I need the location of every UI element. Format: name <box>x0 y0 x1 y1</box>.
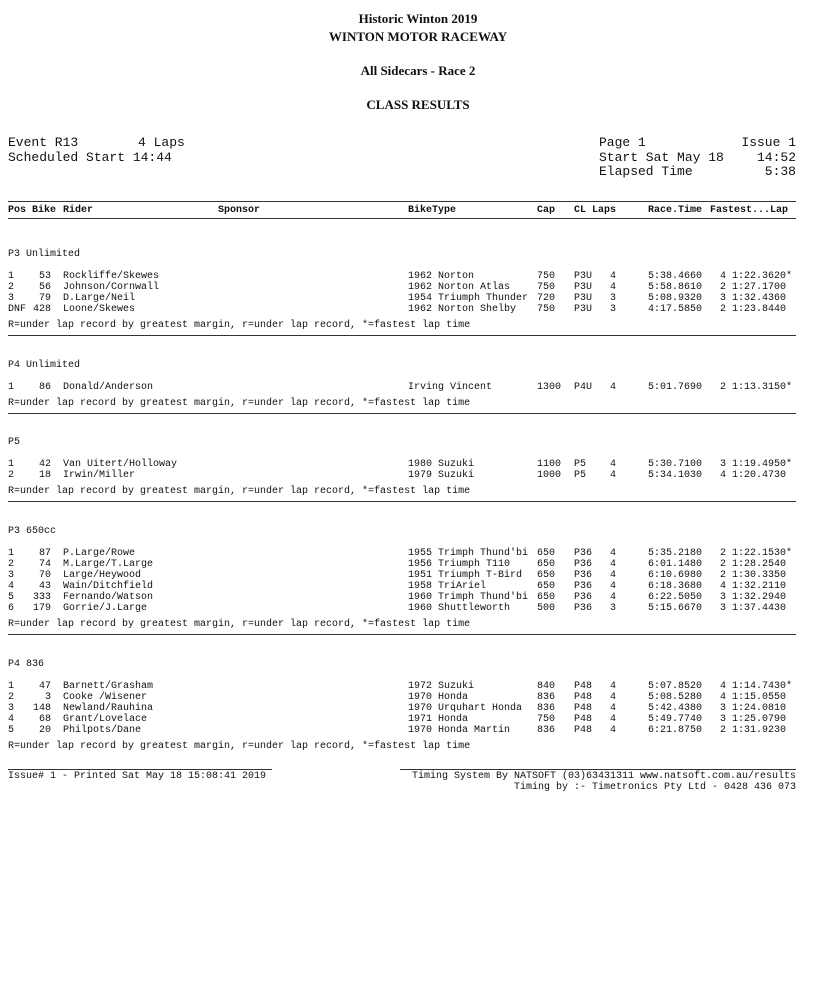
event-laps: 4 Laps <box>138 135 185 150</box>
class-cell: P36 <box>574 581 593 592</box>
bike-number-cell: 3 <box>44 692 51 703</box>
rider-cell: Barnett/Grasham <box>63 681 154 692</box>
capacity-cell: 650 <box>537 592 556 603</box>
race-time-cell: 5:30.7100 <box>648 459 703 470</box>
capacity-cell: 750 <box>537 271 556 282</box>
capacity-cell: 836 <box>537 692 556 703</box>
result-row <box>0 581 836 592</box>
result-row <box>0 714 836 725</box>
bike-number-cell: 47 <box>38 681 51 692</box>
class-cell: P36 <box>574 570 593 581</box>
class-cell: P3U <box>574 304 593 315</box>
race-time-cell: 5:15.6670 <box>648 603 703 614</box>
laps-cell: 4 <box>610 714 617 725</box>
result-row <box>0 548 836 559</box>
rider-cell: Newland/Rauhina <box>63 703 154 714</box>
result-row <box>0 282 836 293</box>
rider-cell: Cooke /Wisener <box>63 692 148 703</box>
pos-cell: 2 <box>8 559 15 570</box>
result-row <box>0 725 836 736</box>
bike-number-cell: 20 <box>38 725 51 736</box>
laps-cell: 3 <box>610 304 617 315</box>
capacity-cell: 750 <box>537 282 556 293</box>
class-cell: P5 <box>574 459 587 470</box>
start-date: Start Sat May 18 <box>599 150 724 165</box>
bike-number-cell: 179 <box>32 603 51 614</box>
pos-cell: 3 <box>8 570 15 581</box>
capacity-cell: 650 <box>537 581 556 592</box>
capacity-cell: 650 <box>537 559 556 570</box>
race-time-cell: 5:42.4380 <box>648 703 703 714</box>
bike-type-cell: 1962 Norton Atlas <box>408 282 511 293</box>
class-cell: P3U <box>574 271 593 282</box>
race-time-cell: 6:22.5050 <box>648 592 703 603</box>
race-time-cell: 5:58.8610 <box>648 282 703 293</box>
race-title: All Sidecars - Race 2 <box>360 63 476 78</box>
bike-number-cell: 56 <box>38 282 51 293</box>
rider-cell: Van Uitert/Holloway <box>63 459 178 470</box>
result-row <box>0 382 836 393</box>
race-time-cell: 6:21.8750 <box>648 725 703 736</box>
timing-by: Timing by :- Timetronics Pty Ltd - 0428 436 073 <box>513 782 796 793</box>
section-divider <box>8 335 796 336</box>
capacity-cell: 1300 <box>537 382 562 393</box>
fastest-lap-cell: 2 1:28.2540 <box>720 559 787 570</box>
capacity-cell: 750 <box>537 304 556 315</box>
capacity-cell: 650 <box>537 570 556 581</box>
result-row <box>0 703 836 714</box>
class-cell: P36 <box>574 592 593 603</box>
legend-note: R=under lap record by greatest margin, r=under lap record, *=fastest lap time <box>8 320 471 331</box>
fastest-lap-cell: 2 1:13.3150* <box>720 382 793 393</box>
capacity-cell: 500 <box>537 603 556 614</box>
bike-type-cell: 1970 Honda <box>408 692 469 703</box>
rider-cell: Grant/Lovelace <box>63 714 148 725</box>
race-time-cell: 6:01.1480 <box>648 559 703 570</box>
venue-title: WINTON MOTOR RACEWAY <box>328 29 508 44</box>
rider-cell: P.Large/Rowe <box>63 548 136 559</box>
fastest-lap-cell: 2 1:22.1530* <box>720 548 793 559</box>
bike-type-cell: 1960 Shuttleworth <box>408 603 511 614</box>
class-cell: P5 <box>574 470 587 481</box>
capacity-cell: 836 <box>537 703 556 714</box>
result-row <box>0 304 836 315</box>
race-time-cell: 5:38.4660 <box>648 271 703 282</box>
bike-number-cell: 53 <box>38 271 51 282</box>
result-row <box>0 293 836 304</box>
bike-type-cell: 1971 Honda <box>408 714 469 725</box>
laps-cell: 4 <box>610 692 617 703</box>
col-rider: Rider <box>63 205 94 216</box>
fastest-lap-cell: 4 1:22.3620* <box>720 271 793 282</box>
laps-cell: 3 <box>610 293 617 304</box>
race-time-cell: 4:17.5850 <box>648 304 703 315</box>
capacity-cell: 750 <box>537 714 556 725</box>
pos-cell: 2 <box>8 470 15 481</box>
header-divider <box>8 201 796 202</box>
col-laps: Laps <box>592 205 617 216</box>
bike-type-cell: 1955 Trimph Thund'bi <box>408 548 529 559</box>
result-row <box>0 603 836 614</box>
results-title: CLASS RESULTS <box>366 97 470 112</box>
result-row <box>0 470 836 481</box>
class-cell: P3U <box>574 293 593 304</box>
class-heading: P3 Unlimited <box>8 249 81 260</box>
laps-cell: 4 <box>610 725 617 736</box>
bike-type-cell: 1972 Suzuki <box>408 681 475 692</box>
laps-cell: 4 <box>610 271 617 282</box>
elapsed-time: 5:38 <box>764 164 796 179</box>
laps-cell: 4 <box>610 592 617 603</box>
rider-cell: Gorrie/J.Large <box>63 603 148 614</box>
rider-cell: Fernando/Watson <box>63 592 154 603</box>
pos-cell: 6 <box>8 603 15 614</box>
bike-type-cell: 1956 Triumph T110 <box>408 559 511 570</box>
race-time-cell: 5:07.8520 <box>648 681 703 692</box>
footer-divider-left <box>8 769 272 770</box>
bike-type-cell: 1979 Suzuki <box>408 470 475 481</box>
class-cell: P4U <box>574 382 593 393</box>
race-time-cell: 5:35.2180 <box>648 548 703 559</box>
bike-type-cell: 1962 Norton <box>408 271 475 282</box>
race-time-cell: 5:08.5280 <box>648 692 703 703</box>
class-heading: P5 <box>8 437 21 448</box>
scheduled-start: Scheduled Start 14:44 <box>8 150 172 165</box>
fastest-lap-cell: 3 1:25.0790 <box>720 714 787 725</box>
printed-info: Issue# 1 - Printed Sat May 18 15:08:41 2019 <box>8 771 267 782</box>
fastest-lap-cell: 2 1:30.3350 <box>720 570 787 581</box>
legend-note: R=under lap record by greatest margin, r=under lap record, *=fastest lap time <box>8 619 471 630</box>
laps-cell: 4 <box>610 548 617 559</box>
fastest-lap-cell: 3 1:32.2940 <box>720 592 787 603</box>
bike-number-cell: 18 <box>38 470 51 481</box>
col-cl: CL <box>574 205 587 216</box>
result-row <box>0 570 836 581</box>
class-cell: P3U <box>574 282 593 293</box>
bike-number-cell: 74 <box>38 559 51 570</box>
bike-type-cell: 1954 Triumph Thunder <box>408 293 529 304</box>
rider-cell: M.Large/T.Large <box>63 559 154 570</box>
class-cell: P48 <box>574 681 593 692</box>
fastest-lap-cell: 4 1:20.4730 <box>720 470 787 481</box>
laps-cell: 3 <box>610 603 617 614</box>
class-cell: P36 <box>574 548 593 559</box>
laps-cell: 4 <box>610 581 617 592</box>
pos-cell: 1 <box>8 681 15 692</box>
section-divider <box>8 501 796 502</box>
laps-cell: 4 <box>610 703 617 714</box>
legend-note: R=under lap record by greatest margin, r=under lap record, *=fastest lap time <box>8 486 471 497</box>
section-divider <box>8 413 796 414</box>
class-cell: P36 <box>574 559 593 570</box>
bike-number-cell: 333 <box>32 592 51 603</box>
col-fastest-lap: Fastest...Lap <box>710 205 789 216</box>
result-row <box>0 692 836 703</box>
capacity-cell: 720 <box>537 293 556 304</box>
issue-number: Issue 1 <box>741 135 796 150</box>
result-row <box>0 681 836 692</box>
capacity-cell: 840 <box>537 681 556 692</box>
rider-cell: Loone/Skewes <box>63 304 136 315</box>
fastest-lap-cell: 2 1:27.1700 <box>720 282 787 293</box>
pos-cell: 5 <box>8 592 15 603</box>
class-cell: P36 <box>574 603 593 614</box>
laps-cell: 4 <box>610 570 617 581</box>
rider-cell: D.Large/Neil <box>63 293 136 304</box>
page-number: Page 1 <box>599 135 646 150</box>
pos-cell: 2 <box>8 692 15 703</box>
col-race-time: Race.Time <box>648 205 703 216</box>
bike-type-cell: 1960 Trimph Thund'bi <box>408 592 529 603</box>
laps-cell: 4 <box>610 470 617 481</box>
bike-type-cell: 1970 Honda Martin <box>408 725 511 736</box>
event-number: Event R13 <box>8 135 79 150</box>
bike-type-cell: 1962 Norton Shelby <box>408 304 517 315</box>
result-row <box>0 559 836 570</box>
pos-cell: 1 <box>8 548 15 559</box>
pos-cell: DNF <box>8 304 27 315</box>
pos-cell: 4 <box>8 581 15 592</box>
rider-cell: Irwin/Miller <box>63 470 136 481</box>
bike-number-cell: 79 <box>38 293 51 304</box>
laps-cell: 4 <box>610 559 617 570</box>
bike-number-cell: 42 <box>38 459 51 470</box>
col-biketype: BikeType <box>408 205 457 216</box>
section-divider <box>8 634 796 635</box>
fastest-lap-cell: 3 1:24.0810 <box>720 703 787 714</box>
col-bike: Bike <box>32 205 57 216</box>
legend-note: R=under lap record by greatest margin, r=under lap record, *=fastest lap time <box>8 398 471 409</box>
result-row <box>0 459 836 470</box>
rider-cell: Wain/Ditchfield <box>63 581 154 592</box>
bike-type-cell: Irving Vincent <box>408 382 493 393</box>
race-time-cell: 6:18.3680 <box>648 581 703 592</box>
fastest-lap-cell: 4 1:32.2110 <box>720 581 787 592</box>
pos-cell: 4 <box>8 714 15 725</box>
bike-type-cell: 1980 Suzuki <box>408 459 475 470</box>
class-heading: P4 836 <box>8 659 45 670</box>
laps-cell: 4 <box>610 681 617 692</box>
race-time-cell: 5:34.1030 <box>648 470 703 481</box>
rider-cell: Large/Heywood <box>63 570 142 581</box>
fastest-lap-cell: 2 1:31.9230 <box>720 725 787 736</box>
legend-note: R=under lap record by greatest margin, r=under lap record, *=fastest lap time <box>8 741 471 752</box>
pos-cell: 3 <box>8 703 15 714</box>
footer-divider-right <box>400 769 796 770</box>
class-cell: P48 <box>574 692 593 703</box>
bike-number-cell: 70 <box>38 570 51 581</box>
bike-type-cell: 1970 Urquhart Honda <box>408 703 523 714</box>
capacity-cell: 650 <box>537 548 556 559</box>
fastest-lap-cell: 4 1:15.0550 <box>720 692 787 703</box>
capacity-cell: 1000 <box>537 470 562 481</box>
column-headers <box>0 205 836 216</box>
pos-cell: 2 <box>8 282 15 293</box>
column-divider <box>8 218 796 219</box>
rider-cell: Philpots/Dane <box>63 725 142 736</box>
rider-cell: Johnson/Cornwall <box>63 282 160 293</box>
bike-number-cell: 87 <box>38 548 51 559</box>
rider-cell: Donald/Anderson <box>63 382 154 393</box>
result-row <box>0 271 836 282</box>
laps-cell: 4 <box>610 459 617 470</box>
rider-cell: Rockliffe/Skewes <box>63 271 160 282</box>
capacity-cell: 836 <box>537 725 556 736</box>
result-row <box>0 592 836 603</box>
race-time-cell: 5:01.7690 <box>648 382 703 393</box>
bike-number-cell: 68 <box>38 714 51 725</box>
pos-cell: 1 <box>8 459 15 470</box>
class-cell: P48 <box>574 714 593 725</box>
class-heading: P3 650cc <box>8 526 57 537</box>
pos-cell: 1 <box>8 382 15 393</box>
laps-cell: 4 <box>610 382 617 393</box>
fastest-lap-cell: 3 1:37.4430 <box>720 603 787 614</box>
col-sponsor: Sponsor <box>218 205 261 216</box>
col-cap: Cap <box>537 205 556 216</box>
bike-type-cell: 1951 Triumph T-Bird <box>408 570 523 581</box>
class-cell: P48 <box>574 725 593 736</box>
race-time-cell: 5:08.9320 <box>648 293 703 304</box>
start-time: 14:52 <box>756 150 796 165</box>
capacity-cell: 1100 <box>537 459 562 470</box>
race-time-cell: 6:10.6980 <box>648 570 703 581</box>
class-heading: P4 Unlimited <box>8 360 81 371</box>
timing-system: Timing System By NATSOFT (03)63431311 www.natsoft.com.au/results <box>411 771 796 782</box>
fastest-lap-cell: 2 1:23.8440 <box>720 304 787 315</box>
class-cell: P48 <box>574 703 593 714</box>
pos-cell: 1 <box>8 271 15 282</box>
bike-number-cell: 86 <box>38 382 51 393</box>
bike-type-cell: 1958 TriAriel <box>408 581 487 592</box>
bike-number-cell: 428 <box>32 304 51 315</box>
col-pos: Pos <box>8 205 27 216</box>
laps-cell: 4 <box>610 282 617 293</box>
fastest-lap-cell: 3 1:32.4360 <box>720 293 787 304</box>
bike-number-cell: 148 <box>32 703 51 714</box>
pos-cell: 3 <box>8 293 15 304</box>
bike-number-cell: 43 <box>38 581 51 592</box>
event-title: Historic Winton 2019 <box>358 11 478 26</box>
fastest-lap-cell: 3 1:19.4950* <box>720 459 793 470</box>
pos-cell: 5 <box>8 725 15 736</box>
fastest-lap-cell: 4 1:14.7430* <box>720 681 793 692</box>
elapsed-label: Elapsed Time <box>599 164 693 179</box>
race-time-cell: 5:49.7740 <box>648 714 703 725</box>
